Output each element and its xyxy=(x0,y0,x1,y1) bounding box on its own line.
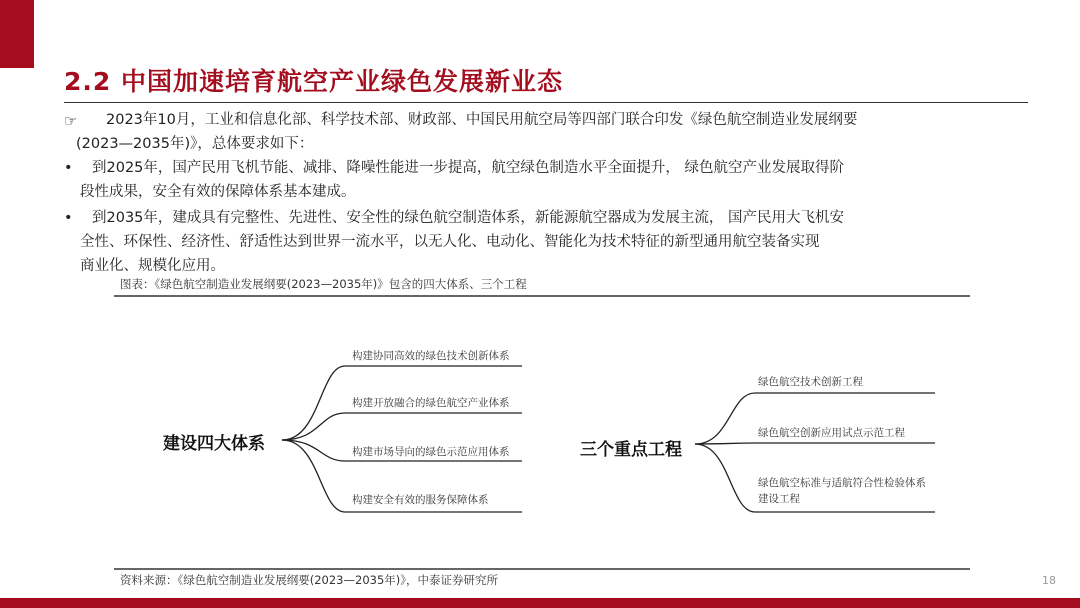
intro-line-1: 2023年10月，工业和信息化部、科学技术部、财政部、中国民用航空局等四部门联合印发《绿色航空制造业发展纲要 xyxy=(106,112,858,128)
figure-caption: 图表：《绿色航空制造业发展纲要(2023—2035年)》包含的四大体系、三个工程 xyxy=(120,277,527,291)
right-branch-1-label: 绿色航空技术创新工程 xyxy=(758,376,863,388)
left-tree-connectors xyxy=(282,366,522,512)
right-branch-2-line xyxy=(695,443,935,444)
left-branch-1-label: 构建协同高效的绿色技术创新体系 xyxy=(352,350,510,362)
intro-line-2: (2023—2035年)》，总体要求如下： xyxy=(76,136,314,152)
source-divider xyxy=(114,568,970,570)
left-branch-2-line xyxy=(282,413,522,440)
pointing-hand-icon: ☞ xyxy=(64,112,78,130)
page-title: 2.2 中国加速培育航空产业绿色发展新业态 xyxy=(64,67,563,96)
page-number: 18 xyxy=(1042,574,1056,587)
source-note: 资料来源：《绿色航空制造业发展纲要(2023—2035年)》，中泰证券研究所 xyxy=(120,573,499,587)
right-branch-3-line-2: 建设工程 xyxy=(758,493,800,505)
bullet-2035-line-3: 商业化、规模化应用。 xyxy=(80,258,225,274)
bullet-2035-line-2: 全性、环保性、经济性、舒适性达到世界一流水平，以无人化、电动化、智能化为技术特征的新型通用航空装备实现 xyxy=(80,234,820,250)
bullet-2025-line-1: 到2025年，国产民用飞机节能、减排、降噪性能进一步提高，航空绿色制造水平全面提升， 绿色航空产业发展取得阶 xyxy=(92,160,845,176)
right-branch-3-label xyxy=(758,475,926,507)
bullet-marker: • xyxy=(64,160,73,176)
left-branch-2-label: 构建开放融合的绿色航空产业体系 xyxy=(352,397,510,409)
bullet-2035-line-1: 到2035年，建成具有完整性、先进性、安全性的绿色航空制造体系，新能源航空器成为发展主流， 国产民用大飞机安 xyxy=(92,210,845,226)
bullet-2025-line-2: 段性成果，安全有效的保障体系基本建成。 xyxy=(80,184,356,200)
right-branch-2-label: 绿色航空创新应用试点示范工程 xyxy=(758,427,905,439)
left-branch-3-label: 构建市场导向的绿色示范应用体系 xyxy=(352,446,510,458)
left-branch-4-label: 构建安全有效的服务保障体系 xyxy=(352,494,489,506)
right-branch-3-line-1: 绿色航空标准与适航符合性检验体系 xyxy=(758,477,926,489)
bullet-marker: • xyxy=(64,210,73,226)
bottom-accent-bar xyxy=(0,598,1080,608)
right-root-label: 三个重点工程 xyxy=(580,440,682,460)
left-root-label: 建设四大体系 xyxy=(163,434,265,454)
